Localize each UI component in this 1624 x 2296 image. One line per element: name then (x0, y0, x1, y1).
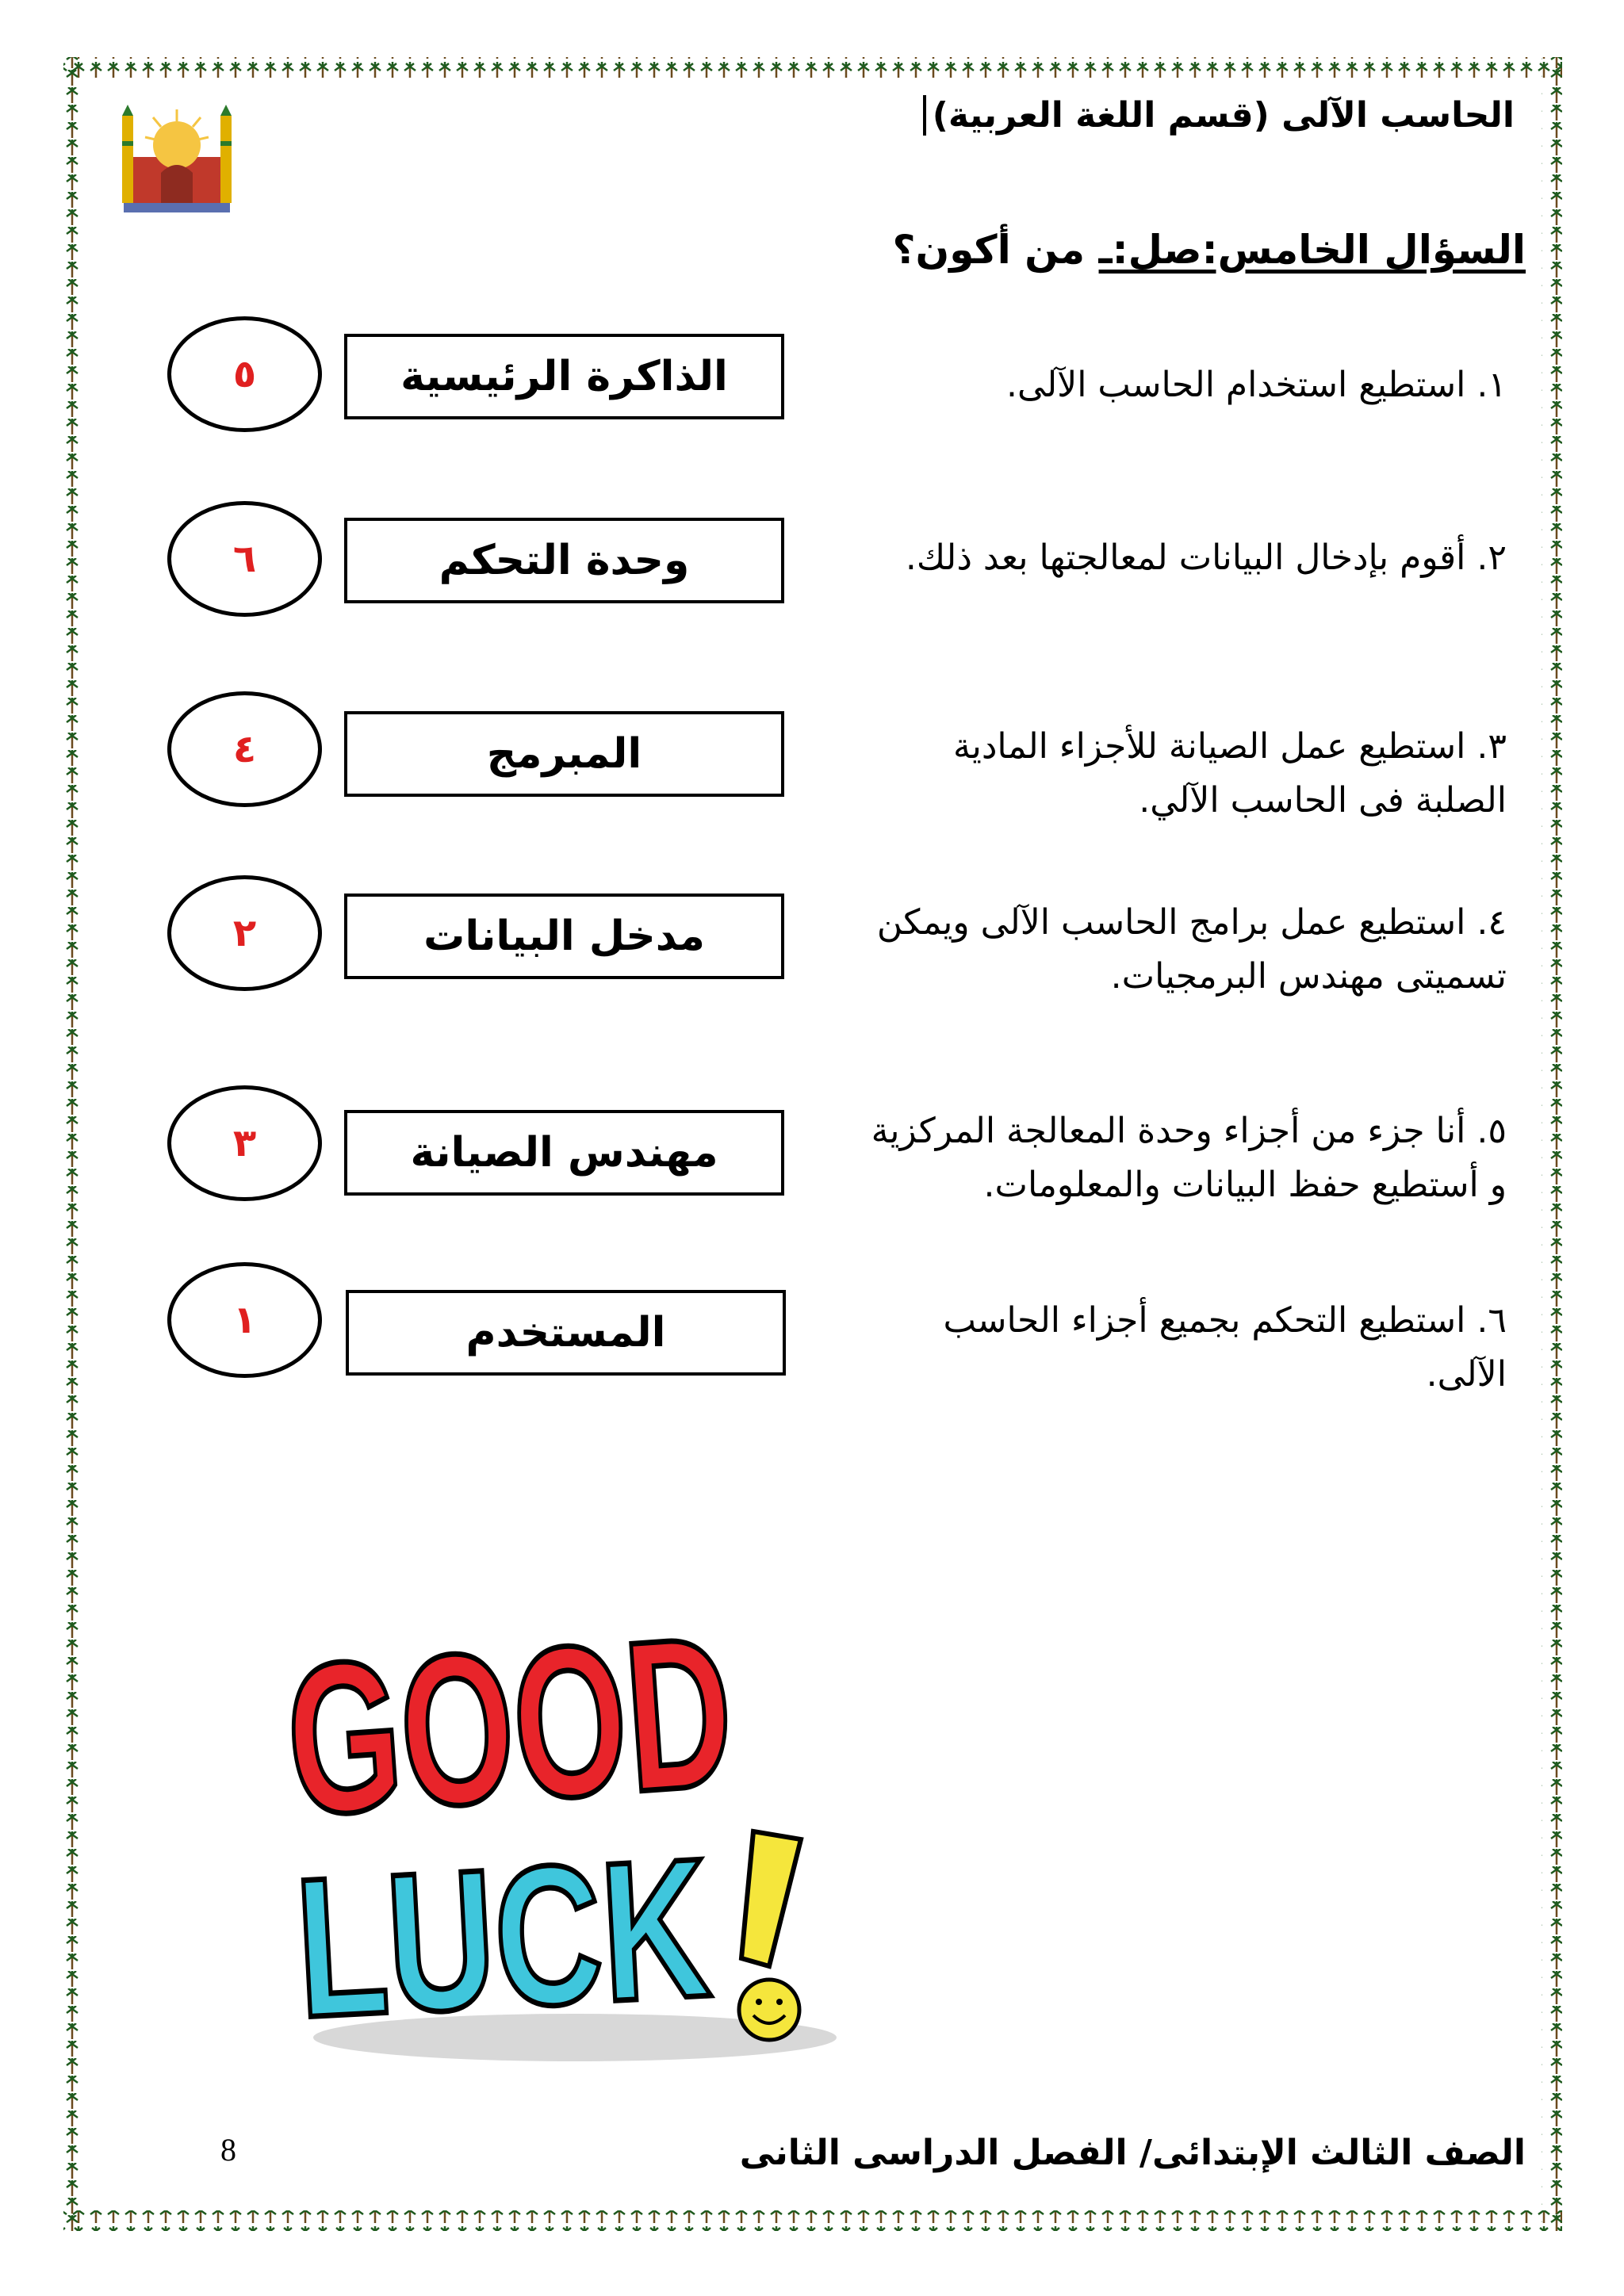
question-title-label: السؤال الخامس:صل:ـ (1098, 227, 1526, 273)
answer-oval-6: ١ (167, 1262, 322, 1378)
statement-line: ١. استطيع استخدام الحاسب الآلى. (1006, 365, 1507, 405)
statement-2 (906, 531, 1507, 585)
page-number: 8 (220, 2132, 236, 2168)
statement-line: ٣. استطيع عمل الصيانة للأجزاء المادية (953, 726, 1507, 767)
statement-5 (871, 1104, 1507, 1212)
statement-6 (943, 1294, 1507, 1402)
answer-box-6: المستخدم (346, 1290, 786, 1376)
answer-box-2: وحدة التحكم (344, 518, 784, 603)
statement-3 (953, 720, 1507, 828)
answer-oval-5: ٣ (167, 1085, 322, 1201)
answer-box-5: مهندس الصيانة (344, 1110, 784, 1196)
answer-oval-1: ٥ (167, 316, 322, 432)
smiley-face-icon (739, 1980, 799, 2040)
question-title-prompt: من أكون؟ (892, 227, 1099, 273)
exclamation-mark-icon (741, 1831, 801, 1966)
good-luck-word-2: LUCK (291, 1809, 853, 2059)
statement-line: الآلى. (1426, 1354, 1507, 1395)
answer-oval-4: ٢ (167, 875, 322, 991)
statement-line: الصلبة فى الحاسب الآلي. (1139, 780, 1507, 821)
statement-4 (877, 896, 1507, 1004)
statement-line: و أستطيع حفظ البيانات والمعلومات. (983, 1165, 1507, 1205)
good-luck-word-1: GOOD (279, 1577, 949, 1862)
statement-line: ٥. أنا جزء من أجزاء وحدة المعالجة المركزية (871, 1111, 1507, 1151)
question-title (893, 227, 1526, 273)
answer-box-1: الذاكرة الرئيسية (344, 334, 784, 419)
answer-box-4: مدخل البيانات (344, 894, 784, 979)
footer-grade-term: الصف الثالث الإبتدائى/ الفصل الدراسى الثانى (739, 2133, 1526, 2173)
answer-oval-3: ٤ (167, 691, 322, 807)
answer-oval-2: ٦ (167, 501, 322, 617)
mosque-logo-icon (117, 101, 236, 220)
statement-line: ٦. استطيع التحكم بجميع أجزاء الحاسب (943, 1300, 1507, 1341)
good-luck-artwork (274, 1577, 949, 2069)
statement-line: ٤. استطيع عمل برامج الحاسب الآلى ويمكن (876, 902, 1507, 943)
answer-box-3: المبرمج (344, 711, 784, 797)
header-title: الحاسب الآلى (قسم اللغة العربية) (923, 95, 1515, 136)
statement-line: تسميتى مهندس البرمجيات. (1110, 956, 1507, 997)
statement-line: ٢. أقوم بإدخال البيانات لمعالجتها بعد ذلك. (905, 538, 1507, 578)
statement-1 (1006, 358, 1507, 412)
